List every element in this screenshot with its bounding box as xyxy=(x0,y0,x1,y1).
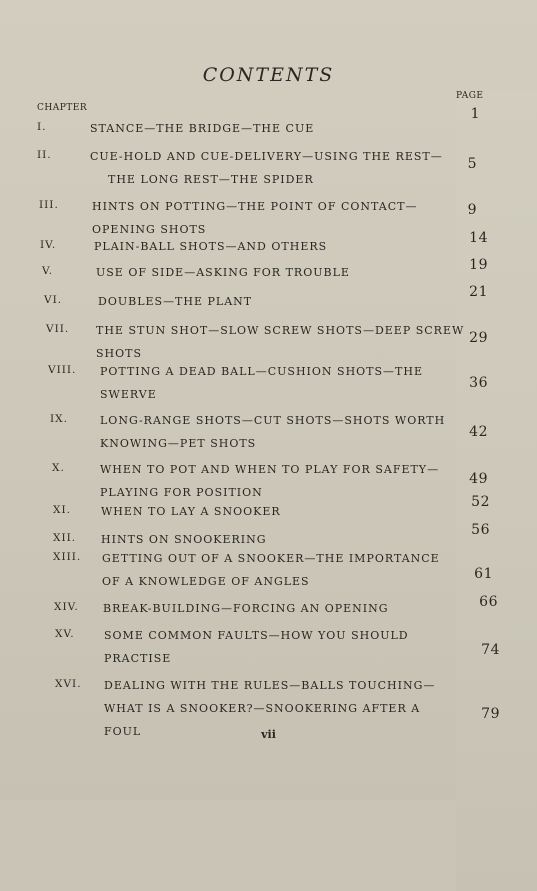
chapter-number: XIV. xyxy=(54,601,79,613)
chapter-title-line: BREAK-BUILDING—FORCING AN OPENING xyxy=(103,602,389,615)
chapter-title-line: POTTING A DEAD BALL—CUSHION SHOTS—THE xyxy=(100,365,424,378)
chapter-number: I. xyxy=(37,121,47,133)
chapter-number: VI. xyxy=(44,294,63,306)
page-title: CONTENTS xyxy=(202,64,335,86)
page-column-label: PAGE xyxy=(456,91,537,891)
page-number: 66 xyxy=(479,594,498,610)
chapter-title-line: SWERVE xyxy=(100,388,157,401)
chapter-number: VIII. xyxy=(48,364,77,376)
chapter-title-line: LONG-RANGE SHOTS—CUT SHOTS—SHOTS WORTH xyxy=(100,414,446,427)
page-number: 52 xyxy=(471,494,490,510)
page-number: 79 xyxy=(481,706,500,722)
page-number: 21 xyxy=(469,284,488,300)
chapter-number: V. xyxy=(42,265,54,277)
chapter-number: XV. xyxy=(55,628,75,640)
chapter-title-line: SHOTS xyxy=(96,347,143,360)
chapter-title xyxy=(104,624,409,670)
chapter-title-line: WHAT IS A SNOOKER?—SNOOKERING AFTER A xyxy=(104,702,421,715)
page-number: 36 xyxy=(469,375,488,391)
chapter-number: X. xyxy=(52,462,65,474)
chapter-number: XVI. xyxy=(55,678,82,690)
page-number: 14 xyxy=(469,230,488,246)
chapter-title-line: USE OF SIDE—ASKING FOR TROUBLE xyxy=(96,266,350,279)
page-number: 5 xyxy=(467,156,477,172)
chapter-title xyxy=(100,409,445,455)
chapter-column-label: CHAPTER xyxy=(37,103,88,113)
chapter-title-line: OPENING SHOTS xyxy=(92,223,207,236)
chapter-number: IX. xyxy=(50,413,68,425)
chapter-number: XIII. xyxy=(53,551,82,563)
page-number: 74 xyxy=(481,642,500,658)
chapter-title xyxy=(94,235,327,258)
chapter-title xyxy=(103,597,389,620)
chapter-number: II. xyxy=(37,149,52,161)
chapter-title-line: STANCE—THE BRIDGE—THE CUE xyxy=(90,122,315,135)
chapter-title-line: CUE-HOLD AND CUE-DELIVERY—USING THE REST— xyxy=(90,150,443,163)
chapter-title xyxy=(100,458,439,504)
chapter-title xyxy=(90,145,443,191)
chapter-title-line: KNOWING—PET SHOTS xyxy=(100,437,257,450)
chapter-title-line: WHEN TO POT AND WHEN TO PLAY FOR SAFETY— xyxy=(100,463,440,476)
chapter-title-line: OF A KNOWLEDGE OF ANGLES xyxy=(102,575,310,588)
chapter-title-line: FOUL xyxy=(104,725,142,738)
chapter-number: XI. xyxy=(53,504,71,516)
page-number: 1 xyxy=(470,106,480,122)
chapter-number: VII. xyxy=(46,323,70,335)
chapter-title-line: SOME COMMON FAULTS—HOW YOU SHOULD xyxy=(104,629,409,642)
chapter-title-line: DOUBLES—THE PLANT xyxy=(98,295,253,308)
chapter-title-line: GETTING OUT OF A SNOOKER—THE IMPORTANCE xyxy=(102,552,440,565)
page-number: 29 xyxy=(469,330,488,346)
chapter-title xyxy=(100,360,423,406)
chapter-title xyxy=(102,547,440,593)
page-number: 42 xyxy=(469,424,488,440)
chapter-title-line: PLAYING FOR POSITION xyxy=(100,486,263,499)
footer-page-number: vii xyxy=(261,728,276,741)
chapter-title-line: HINTS ON SNOOKERING xyxy=(101,533,267,546)
chapter-title-line: PLAIN-BALL SHOTS—AND OTHERS xyxy=(94,240,328,253)
chapter-number: XII. xyxy=(53,532,77,544)
chapter-title-line: THE LONG REST—THE SPIDER xyxy=(108,173,314,186)
page-number: 19 xyxy=(469,257,488,273)
chapter-number: III. xyxy=(39,199,59,211)
chapter-title-line: HINTS ON POTTING—THE POINT OF CONTACT— xyxy=(92,200,418,213)
chapter-title xyxy=(96,261,350,284)
chapter-title-line: THE STUN SHOT—SLOW SCREW SHOTS—DEEP SCREW xyxy=(96,324,465,337)
chapter-number: IV. xyxy=(40,239,57,251)
chapter-title xyxy=(90,117,314,140)
chapter-title xyxy=(96,319,464,365)
page-number: 56 xyxy=(471,522,490,538)
chapter-title-line: WHEN TO LAY A SNOOKER xyxy=(101,505,281,518)
chapter-title xyxy=(98,290,252,313)
chapter-title-line: DEALING WITH THE RULES—BALLS TOUCHING— xyxy=(104,679,436,692)
page-number: 61 xyxy=(474,566,493,582)
chapter-title xyxy=(101,500,281,523)
chapter-title-line: PRACTISE xyxy=(104,652,172,665)
page-number: 49 xyxy=(469,471,488,487)
page-number: 9 xyxy=(467,202,477,218)
